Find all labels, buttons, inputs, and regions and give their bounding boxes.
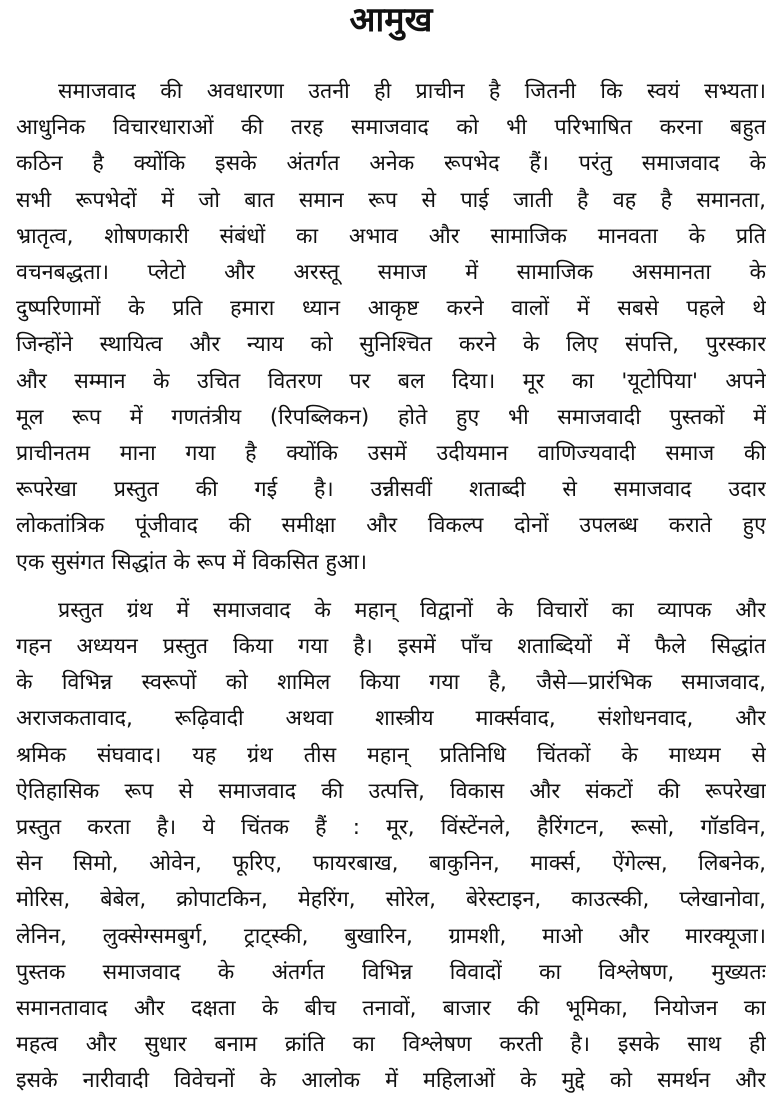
text-line: प्राचीनतम माना गया है क्योंकि उसमें उदीयमान वाणिज्यवादी समाज की	[16, 441, 766, 467]
text-line: गहन अध्ययन प्रस्तुत किया गया है। इसमें पाँच शताब्दियों में फैले सिद्धांत	[16, 634, 766, 660]
text-line: पुस्तक समाजवाद के अंतर्गत विभिन्न विवादों का विश्लेषण, मुख्यतः	[16, 959, 766, 985]
text-line: रूपरेखा प्रस्तुत की गई है। उन्नीसवीं शताब्दी से समाजवाद उदार	[16, 477, 766, 503]
text-line: अराजकतावाद, रूढ़िवादी अथवा शास्त्रीय मार्क्सवाद, संशोधनवाद, और	[16, 706, 766, 732]
text-line: लोकतांत्रिक पूंजीवाद की समीक्षा और विकल्प दोनों उपलब्ध कराते हुए	[16, 513, 766, 539]
text-line: वचनबद्धता। प्लेटो और अरस्तू समाज में सामाजिक असमानता के	[16, 260, 766, 286]
text-line: सभी रूपभेदों में जो बात समान रूप से पाई जाती है वह है समानता,	[16, 187, 766, 213]
text-line: जिन्होंने स्थायित्व और न्याय को सुनिश्चित करने के लिए संपत्ति, पुरस्कार	[16, 332, 766, 358]
text-line: इसके नारीवादी विवेचनों के आलोक में महिलाओं के मुद्दे को समर्थन और	[16, 1068, 766, 1094]
text-line: कठिन है क्योंकि इसके अंतर्गत अनेक रूपभेद हैं। परंतु समाजवाद के	[16, 151, 766, 177]
text-line: समानतावाद और दक्षता के बीच तनावों, बाजार की भूमिका, नियोजन का	[16, 996, 766, 1022]
text-line: प्रस्तुत करता है। ये चिंतक हैं : मूर, विंस्टेंनले, हैरिंगटन, रूसो, गॉडविन,	[16, 815, 766, 841]
text-line: एक सुसंगत सिद्धांत के रूप में विकसित हुआ।	[16, 549, 367, 575]
text-line: लेनिन, लुक्सेग्समबुर्ग, ट्राट्स्की, बुखारिन, ग्रामशी, माओ और मारक्यूजा।	[16, 923, 766, 949]
text-line: मूल रूप में गणतंत्रीय (रिपब्लिकन) होते हुए भी समाजवादी पुस्तकों में	[16, 404, 766, 430]
text-line: सेन सिमो, ओवेन, फूरिए, फायरबाख, बाकुनिन, मार्क्स, ऐंगेल्स, लिबनेक,	[16, 851, 766, 877]
text-line: आधुनिक विचारधाराओं की तरह समाजवाद को भी परिभाषित करना बहुत	[16, 115, 766, 141]
page-title: आमुख	[349, 0, 433, 40]
text-line: प्रस्तुत ग्रंथ में समाजवाद के महान् विद्वानों के विचारों का व्यापक और	[58, 597, 766, 623]
text-line: और सम्मान के उचित वितरण पर बल दिया। मूर का 'यूटोपिया' अपने	[16, 368, 766, 394]
text-line: ऐतिहासिक रूप से समाजवाद की उत्पत्ति, विकास और संकटों की रूपरेखा	[16, 778, 766, 804]
paragraph-1	[16, 74, 766, 581]
text-line: भ्रातृत्व, शोषणकारी संबंधों का अभाव और सामाजिक मानवता के प्रति	[16, 223, 766, 249]
text-line: महत्व और सुधार बनाम क्रांति का विश्लेषण करती है। इसके साथ ही	[16, 1032, 766, 1058]
text-line: श्रमिक संघवाद। यह ग्रंथ तीस महान् प्रतिनिधि चिंतकों के माध्यम से	[16, 742, 766, 768]
text-line: मोरिस, बेबेल, क्रोपाटकिन, मेहरिंग, सोरेल, बेरेस्टाइन, काउत्स्की, प्लेखानोवा,	[16, 887, 766, 913]
text-line: के विभिन्न स्वरूपों को शामिल किया गया है, जैसे—प्रारंभिक समाजवाद,	[16, 670, 766, 696]
text-line: दुष्परिणामों के प्रति हमारा ध्यान आकृष्ट करने वालों में सबसे पहले थे	[16, 296, 766, 322]
paragraph-2	[16, 593, 766, 1100]
text-line: समाजवाद की अवधारणा उतनी ही प्राचीन है जितनी कि स्वयं सभ्यता।	[58, 79, 766, 104]
